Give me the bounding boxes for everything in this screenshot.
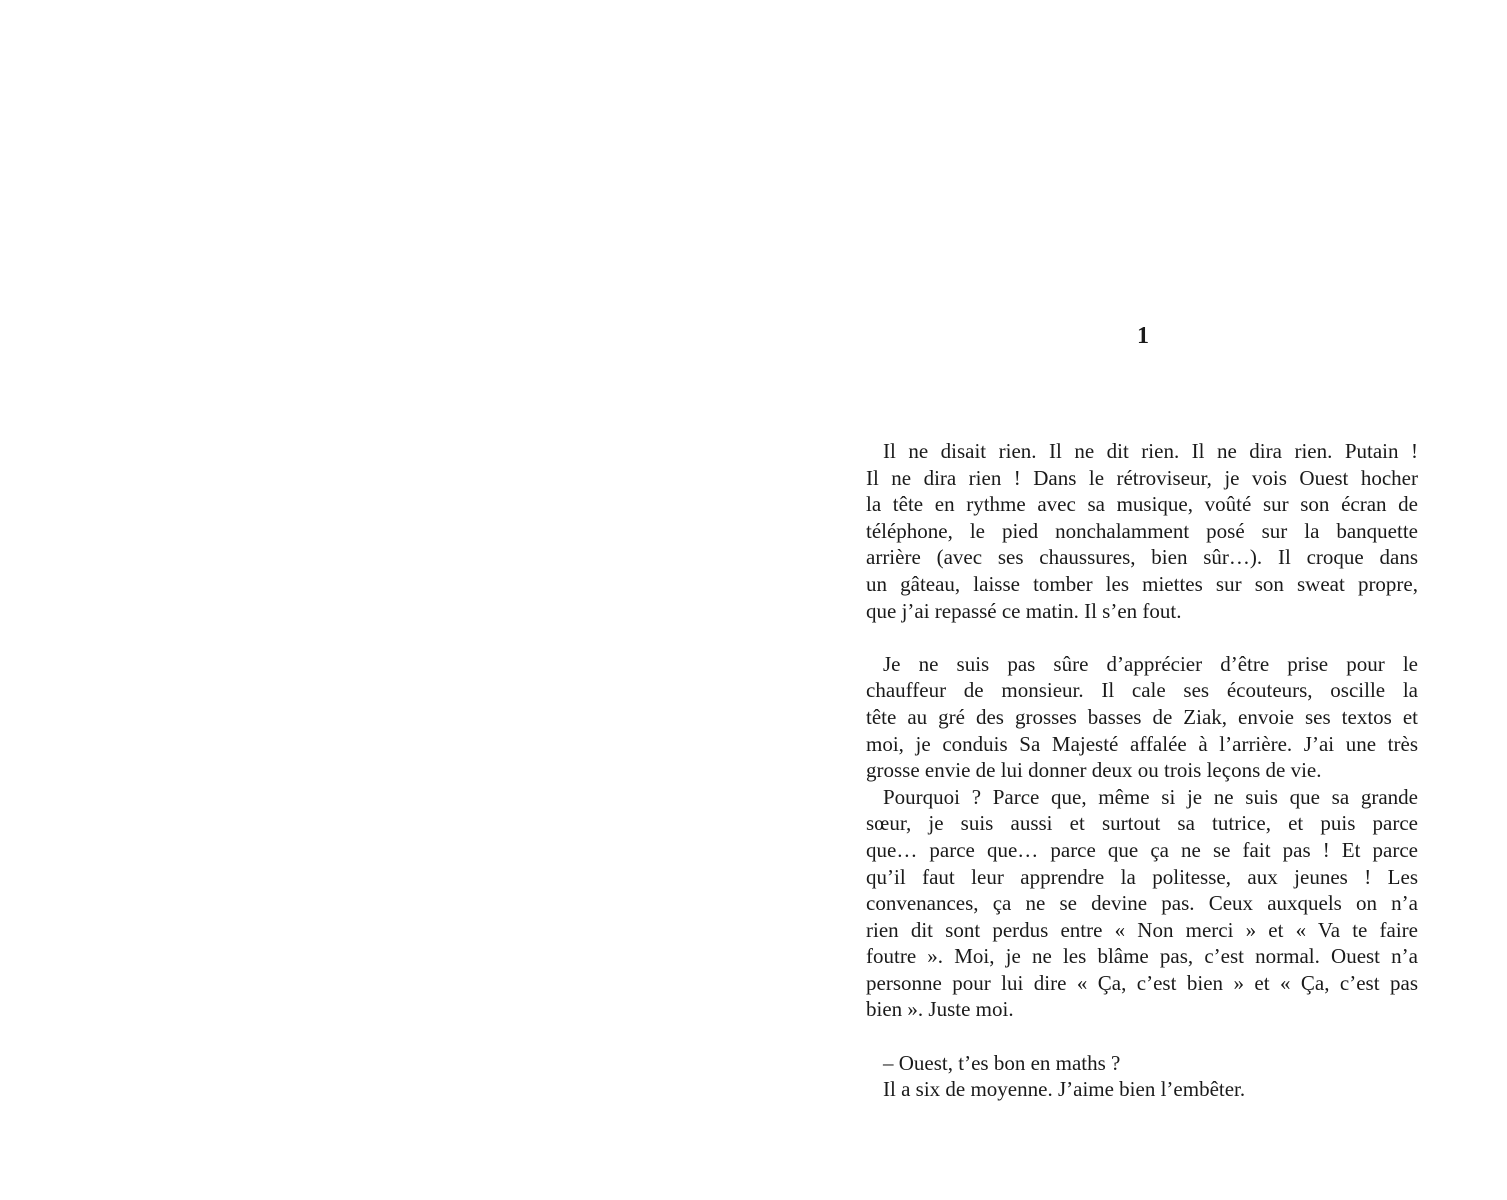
left-page-blank bbox=[0, 0, 753, 1200]
paragraph-gap bbox=[866, 1023, 1418, 1050]
text-line: grosse envie de lui donner deux ou trois leçons de vie. bbox=[866, 758, 1322, 783]
text-line: Il ne dira rien ! Dans le rétroviseur, je vois Ouest hocher bbox=[866, 465, 1418, 490]
text-line: un gâteau, laisse tomber les miettes sur son sweat propre, bbox=[866, 571, 1418, 596]
text-line: téléphone, le pied nonchalamment posé sur la banquette bbox=[866, 518, 1418, 543]
text-line: Il ne disait rien. Il ne dit rien. Il ne dira rien. Putain ! bbox=[883, 439, 1418, 463]
paragraph-gap bbox=[866, 624, 1418, 651]
text-line: sœur, je suis aussi et surtout sa tutrice, et puis parce bbox=[866, 811, 1418, 836]
text-line: rien dit sont perdus entre « Non merci » et « Va te faire bbox=[866, 917, 1418, 942]
text-line: Pourquoi ? Parce que, même si je ne suis que sa grande bbox=[883, 784, 1418, 809]
text-line: tête au gré des grosses basses de Ziak, envoie ses textos et bbox=[866, 704, 1418, 729]
text-line: arrière (avec ses chaussures, bien sûr…). Il croque dans bbox=[866, 545, 1418, 570]
text-line: foutre ». Moi, je ne les blâme pas, c’est normal. Ouest n’a bbox=[866, 944, 1418, 969]
text-line: Il a six de moyenne. J’aime bien l’embêter. bbox=[883, 1077, 1246, 1102]
text-line: qu’il faut leur apprendre la politesse, aux jeunes ! Les bbox=[866, 864, 1418, 889]
text-line: moi, je conduis Sa Majesté affalée à l’arrière. J’ai une très bbox=[866, 731, 1418, 756]
text-line: la tête en rythme avec sa musique, voûté sur son écran de bbox=[866, 492, 1418, 517]
dialogue-line: – Ouest, t’es bon en maths ? bbox=[883, 1050, 1121, 1075]
text-line: que j’ai repassé ce matin. Il s’en fout. bbox=[866, 598, 1182, 623]
text-line: Je ne suis pas sûre d’apprécier d’être prise pour le bbox=[883, 651, 1418, 676]
text-line: que… parce que… parce que ça ne se fait pas ! Et parce bbox=[866, 837, 1418, 862]
text-line: personne pour lui dire « Ça, c’est bien » et « Ça, c’est pas bbox=[866, 970, 1418, 995]
chapter-number: 1 bbox=[1137, 323, 1149, 349]
body-text bbox=[866, 438, 1418, 1103]
text-line: convenances, ça ne se devine pas. Ceux auxquels on n’a bbox=[866, 891, 1418, 916]
text-line: chauffeur de monsieur. Il cale ses écouteurs, oscille la bbox=[866, 678, 1418, 703]
text-line: bien ». Juste moi. bbox=[866, 997, 1014, 1022]
